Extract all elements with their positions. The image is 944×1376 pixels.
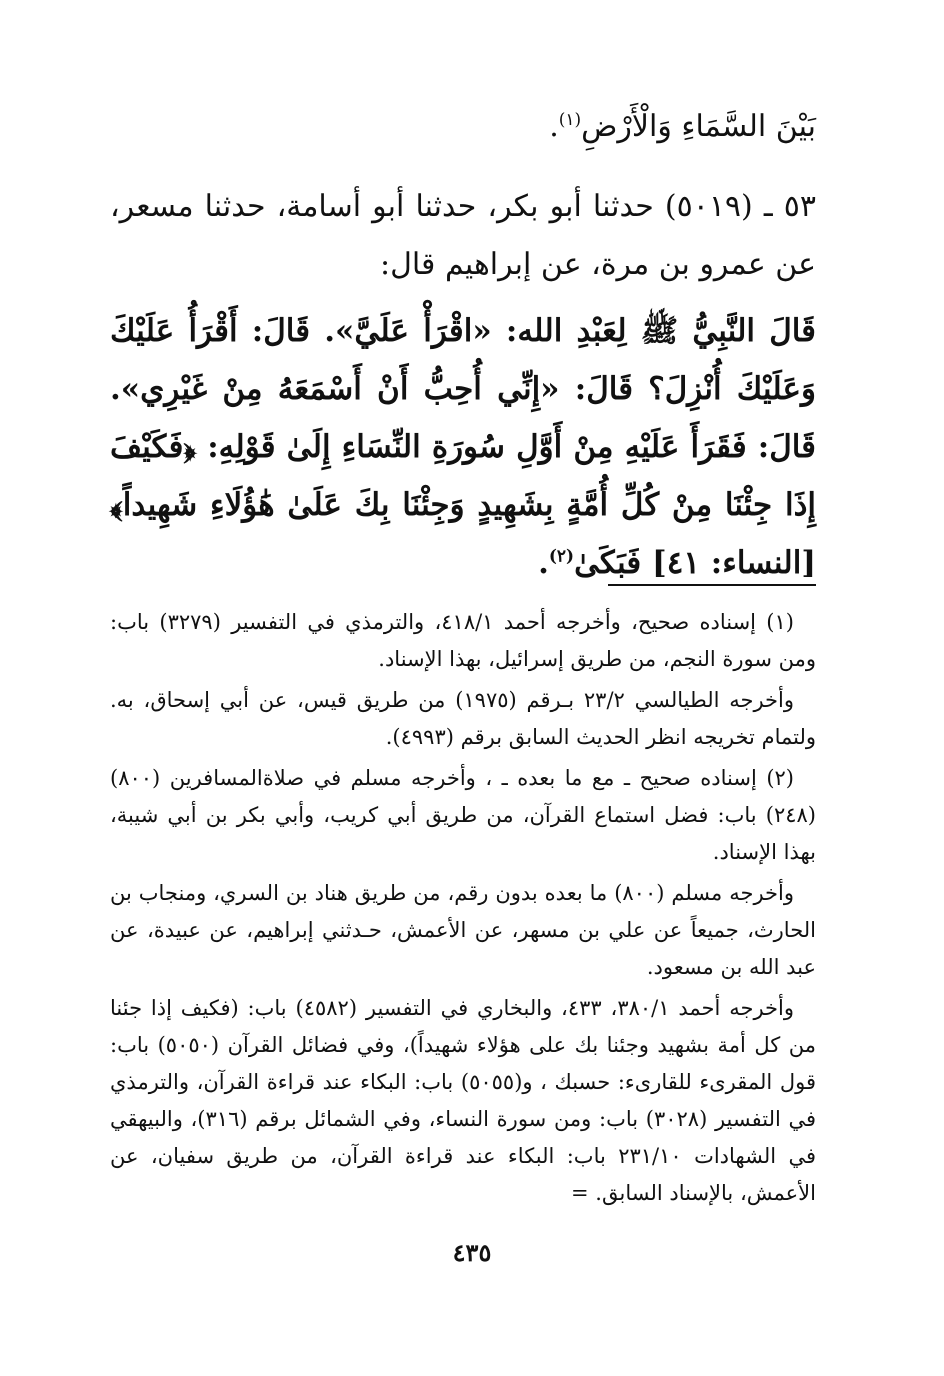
hadith-isnad: ٥٣ ـ (٥٠١٩) حدثنا أبو بكر، حدثنا أبو أسامة، حدثنا مسعر، عن عمرو بن مرة، عن إبراهيم قال: (110, 189, 816, 282)
main-text (110, 98, 816, 592)
footnote-1-continued: وأخرجه الطيالسي ٢٣/٢ بـرقم (١٩٧٥) من طريق قيس، عن أبي إسحاق، به. ولتمام تخريجه انظر الحديث السابق برقم (٤٩٩٣). (110, 688, 816, 749)
page-number: ٤٣٥ (452, 1238, 492, 1267)
hadith-text: قَالَ النَّبِيُّ ﷺ لِعَبْدِ الله: «اقْرَأْ عَلَيَّ». قَالَ: أَقْرَأُ عَلَيْكَ وَعَلَيْكَ أُنْزِلَ؟ قَالَ: «إِنِّي أُحِبُّ أَنْ أَسْمَعَهُ مِنْ غَيْرِي». قَالَ: فَقَرَأَ عَلَيْهِ مِنْ أَوَّلِ سُورَةِ النِّسَاءِ إِلَىٰ قَوْلِهِ: ﴿فَكَيْفَ إِذَا جِئْنَا مِنْ كُلِّ أُمَّةٍ بِشَهِيدٍ وَجِئْنَا بِكَ عَلَىٰ هَٰؤُلَاءِ شَهِيداً﴾ [النساء: ٤١] فَبَكَىٰ (110, 313, 816, 581)
footnote-2: (٢) إسناده صحيح ـ مع ما بعده ـ ، وأخرجه مسلم في صلاةالمسافرين (٨٠٠) (٢٤٨) باب: فضل استماع القرآن، من طريق أبي كريب، وأبي بكر بن أبي شيبة، بهذا الإسناد. (110, 766, 816, 864)
footnote-1: (١) إسناده صحيح، وأخرجه أحمد ٤١٨/١، والترمذي في التفسير (٣٢٧٩) باب: ومن سورة النجم، من طريق إسرائيل، بهذا الإسناد. (110, 610, 816, 671)
verse-continuation (110, 98, 816, 156)
hadith-end: . (538, 545, 549, 581)
footnote-2-continued-a: وأخرجه مسلم (٨٠٠) ما بعده بدون رقم، من طريق هناد بن السري، ومنجاب بن الحارث، جميعاً عن علي بن مسهر، عن الأعمش، حـدثني إبراهيم، عن عبيدة، عن عبد الله بن مسعود. (110, 881, 816, 979)
footnote-ref-1[interactable]: (١) (558, 110, 582, 130)
footnote-2-continued-b: وأخرجه أحمد ٣٨٠/١، ٤٣٣، والبخاري في التفسير (٤٥٨٢) باب: (فكيف إذا جئنا من كل أمة بشهيد وجئنا بك على هؤلاء شهيداً)، وفي فضائل القرآن (٥٠٥٠) باب: قول المقرىء للقارىء: حسبك ، و(٥٠٥٥) باب: البكاء عند قراءة القرآن، والترمذي في التفسير (٣٠٢٨) باب: ومن سورة النساء، وفي الشمائل برقم (٣١٦)، والبيهقي في الشهادات ٢٣١/١٠ باب: البكاء عند قراءة القرآن، من طريق سفيان، عن الأعمش، بالإسناد السابق. = (110, 996, 817, 1205)
footnotes (110, 604, 816, 1216)
footnote-separator (608, 584, 816, 586)
hadith-matn (110, 302, 816, 592)
continuation-text: بَيْنَ السَّمَاءِ وَالْأَرْضِ (581, 109, 816, 144)
footnote-ref-2[interactable]: (٢) (548, 546, 575, 567)
continuation-end: . (549, 109, 559, 144)
